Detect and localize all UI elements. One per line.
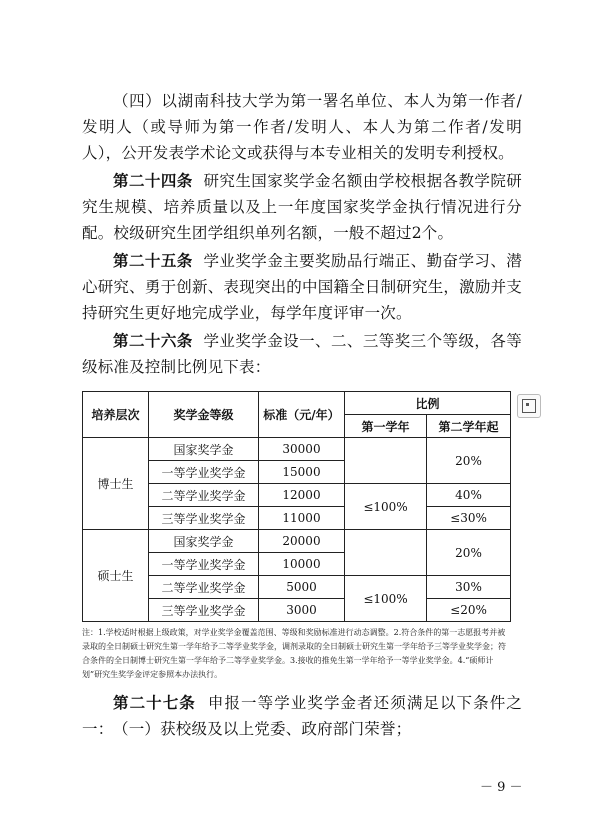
grade-cell: 三等学业奖学金 xyxy=(149,599,259,622)
grade-cell: 三等学业奖学金 xyxy=(149,507,259,530)
year1-ratio-cell: ≤100% xyxy=(345,484,427,530)
amount-cell: 5000 xyxy=(259,576,345,599)
article-26-paragraph xyxy=(82,328,522,380)
article-27-item-1: （一）获校级及以上党委、政府部门荣誉； xyxy=(113,720,412,738)
grade-cell: 国家奖学金 xyxy=(149,438,259,461)
amount-cell: 10000 xyxy=(259,553,345,576)
article-24-title: 第二十四条 xyxy=(113,172,193,190)
article-27-title: 第二十七条 xyxy=(113,694,196,712)
scholarship-table xyxy=(82,391,511,622)
page-number: － 9 － xyxy=(480,780,523,795)
grade-cell: 二等学业奖学金 xyxy=(149,576,259,599)
year2-ratio-cell: 30% xyxy=(427,576,511,599)
year1-ratio-cell xyxy=(345,530,427,576)
header-grade: 奖学金等级 xyxy=(149,392,259,438)
table-row xyxy=(83,530,511,553)
header-standard: 标准（元/年） xyxy=(259,392,345,438)
amount-cell: 11000 xyxy=(259,507,345,530)
article-25-paragraph xyxy=(82,248,522,326)
year2-ratio-cell: ≤30% xyxy=(427,507,511,530)
article-25-text: 学业奖学金主要奖励品行端正、勤奋学习、潜心研究、勇于创新、表现突出的中国籍全日制研究生，激励并支持研究生更好地完成学业，每学年度评审一次。 xyxy=(82,252,522,322)
article-24-paragraph xyxy=(82,168,522,246)
article-26-title: 第二十六条 xyxy=(113,332,193,350)
grade-cell: 一等学业奖学金 xyxy=(149,461,259,484)
article-26-text: 学业奖学金设一、二、三等奖三个等级，各等级标准及控制比例见下表： xyxy=(82,332,522,376)
item-four-paragraph: （四）以湖南科技大学为第一署名单位、本人为第一作者/发明人（或导师为第一作者/发明人、本人为第二作者/发明人），公开发表学术论文或获得与本专业相关的发明专利授权。 xyxy=(82,92,522,162)
level-cell-doctor: 博士生 xyxy=(83,438,149,530)
year2-ratio-cell: 20% xyxy=(427,530,511,576)
header-ratio: 比例 xyxy=(345,392,511,415)
header-year1: 第一学年 xyxy=(345,415,427,438)
year1-ratio-cell xyxy=(345,438,427,484)
qr-code-icon[interactable] xyxy=(517,394,541,418)
amount-cell: 12000 xyxy=(259,484,345,507)
year2-ratio-cell: 40% xyxy=(427,484,511,507)
grade-cell: 国家奖学金 xyxy=(149,530,259,553)
year2-ratio-cell: 20% xyxy=(427,438,511,484)
article-25-title: 第二十五条 xyxy=(113,252,193,270)
grade-cell: 二等学业奖学金 xyxy=(149,484,259,507)
table-note: 注：1.学校适时根据上级政策，对学业奖学金覆盖范围、等级和奖励标准进行动态调整。2.符合条件的第一志愿报考并被录取的全日制硕士研究生第一学年给予二等学业奖学金，调剂录取的全日制硕士研究生第一学年给予三等学业奖学金；符合条件的全日制博士研究生第一学年给予二等学业奖学金。3.接收的推免生第一学年给予一等学业奖学金。4.“硕师计划”研究生奖学金评定参照本办法执行。 xyxy=(82,628,506,679)
header-level: 培养层次 xyxy=(83,392,149,438)
year2-ratio-cell: ≤20% xyxy=(427,599,511,622)
year1-ratio-cell: ≤100% xyxy=(345,576,427,622)
amount-cell: 30000 xyxy=(259,438,345,461)
article-24-text: 研究生国家奖学金名额由学校根据各教学院研究生规模、培养质量以及上一年度国家奖学金执行情况进行分配。校级研究生团学组织单列名额，一般不超过2个。 xyxy=(82,172,522,242)
level-cell-master: 硕士生 xyxy=(83,530,149,622)
amount-cell: 15000 xyxy=(259,461,345,484)
amount-cell: 20000 xyxy=(259,530,345,553)
grade-cell: 一等学业奖学金 xyxy=(149,553,259,576)
amount-cell: 3000 xyxy=(259,599,345,622)
header-year2: 第二学年起 xyxy=(427,415,511,438)
article-27-text: 申报一等学业奖学金者还须满足以下条件之一： xyxy=(82,694,522,738)
table-row xyxy=(83,438,511,461)
